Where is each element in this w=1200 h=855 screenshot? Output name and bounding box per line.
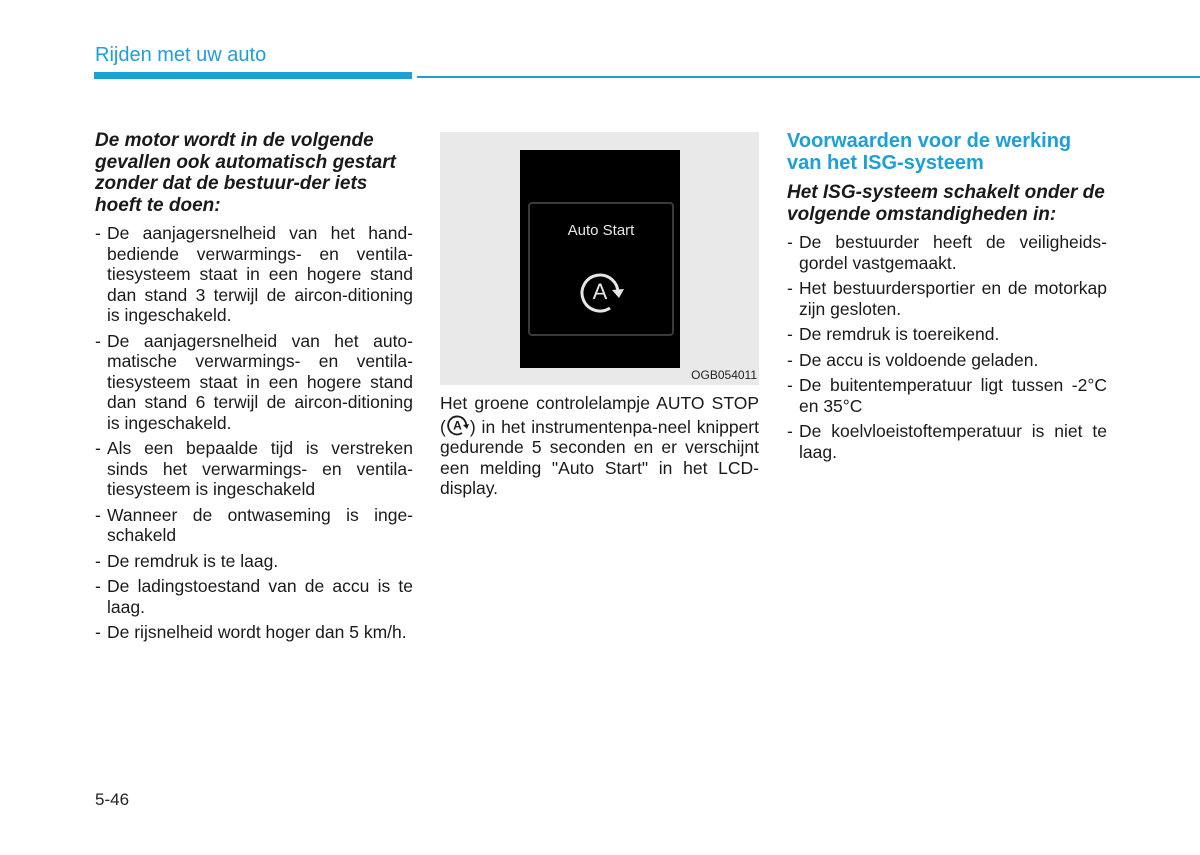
caption-text-after: ) in het instrumentenpa-neel knippert gedurende 5 seconden en er verschijnt een melding "Auto Start" in het LCD-display. [440, 416, 759, 498]
list-item: - De buitentemperatuur ligt tussen -2°C en 35°C [787, 375, 1107, 416]
list-item: - De rijsnelheid wordt hoger dan 5 km/h. [95, 622, 413, 643]
lcd-message-box [528, 202, 674, 336]
list-item: - De aanjagersnelheid van het auto-matische verwarmings- en ventila-tiesysteem staat in een hogere stand dan stand 6 terwijl de aircon-ditioning is ingeschakeld. [95, 331, 413, 434]
right-column [787, 130, 1107, 467]
list-item: - Als een bepaalde tijd is verstreken sinds het verwarmings- en ventila-tiesysteem is ingeschakeld [95, 438, 413, 500]
auto-start-icon [576, 268, 626, 314]
page-number: 5-46 [95, 790, 130, 809]
left-lead-heading: De motor wordt in de volgende gevallen ook automatisch gestart zonder dat de bestuur-der iets hoeft te doen: [95, 130, 396, 216]
isg-conditions-heading: Voorwaarden voor de werking van het ISG-systeem [787, 130, 1072, 174]
list-item: - Het bestuurdersportier en de motorkap zijn gesloten. [787, 278, 1107, 319]
instrument-panel-figure [440, 132, 759, 385]
header-rule-thick [94, 72, 412, 79]
right-condition-list [787, 232, 1107, 462]
list-item: - De accu is voldoende geladen. [787, 350, 1107, 371]
figure-code: OGB054011 [691, 368, 757, 382]
list-item: - De remdruk is te laag. [95, 551, 413, 572]
right-lead-heading: Het ISG-systeem schakelt onder de volgende omstandigheden in: [787, 182, 1105, 225]
list-item: - De aanjagersnelheid van het hand-bediende verwarmings- en ventila-tiesysteem staat in een hogere stand dan stand 3 terwijl de aircon-ditioning is ingeschakeld. [95, 223, 413, 326]
list-item: - De bestuurder heeft de veiligheids-gordel vastgemaakt. [787, 232, 1107, 273]
list-item: - Wanneer de ontwaseming is inge-schakeld [95, 505, 413, 546]
svg-text:A: A [592, 279, 608, 304]
auto-stop-icon [446, 414, 470, 436]
caption-text-before: Het groene controlelampje AUTO STOP ( [440, 393, 759, 437]
figure-caption [440, 393, 759, 499]
section-title: Rijden met uw auto [95, 44, 267, 66]
header-rule-thin [417, 76, 1200, 78]
list-item: - De ladingstoestand van de accu is te laag. [95, 576, 413, 617]
lcd-message-text: Auto Start [567, 222, 635, 239]
list-item: - De remdruk is toereikend. [787, 324, 1107, 345]
left-condition-list [95, 223, 413, 643]
lcd-display [520, 150, 680, 368]
list-item: - De koelvloeistoftemperatuur is niet te laag. [787, 421, 1107, 462]
svg-text:A: A [452, 418, 462, 432]
left-column [95, 130, 413, 648]
middle-column [440, 130, 759, 499]
